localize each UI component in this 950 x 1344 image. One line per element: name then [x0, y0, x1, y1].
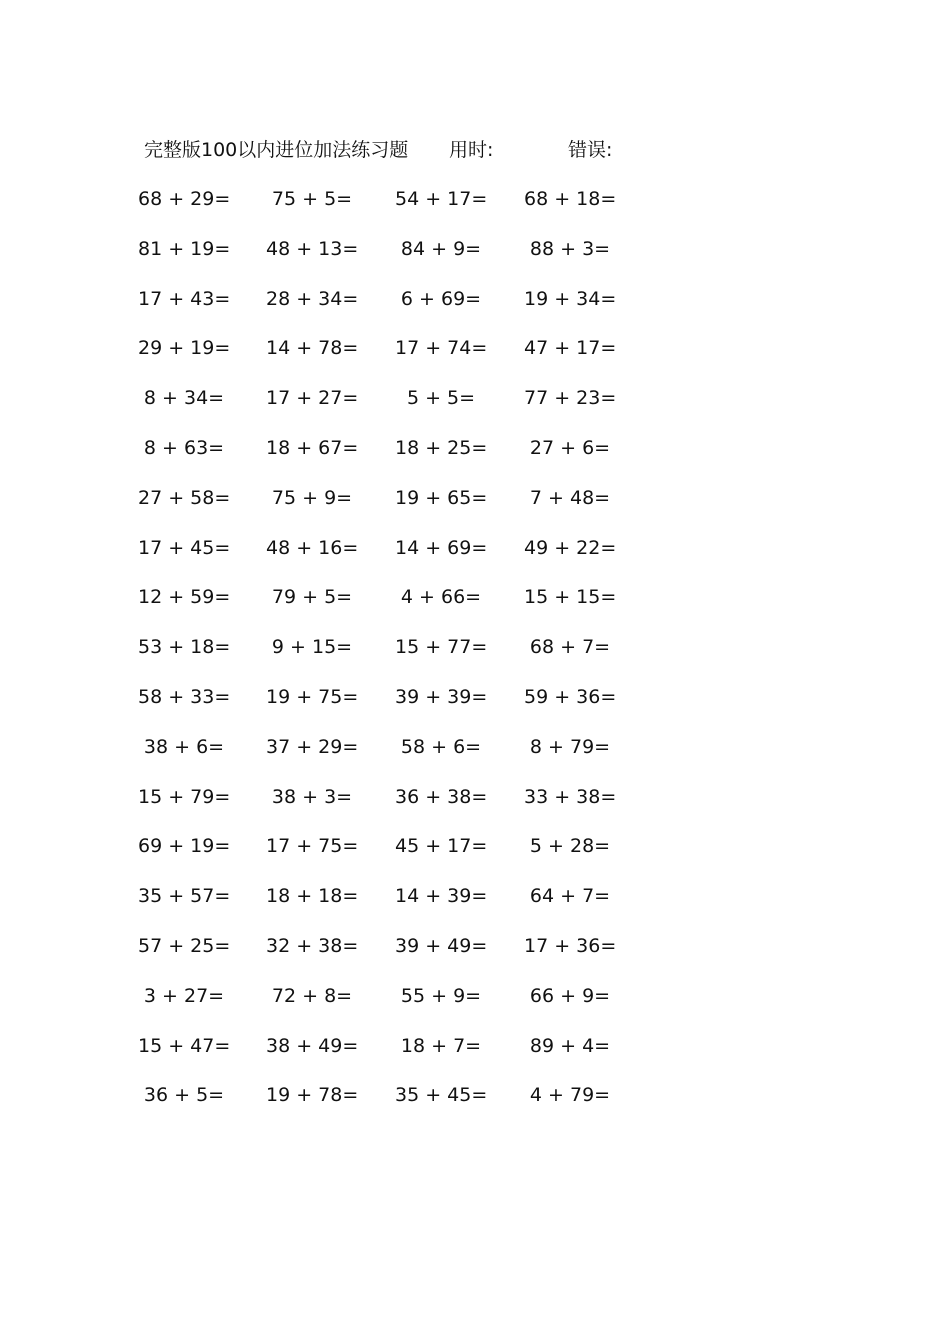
addition-problem: 53 + 18=	[138, 636, 231, 659]
addition-problem: 69 + 19=	[138, 835, 231, 858]
addition-problem: 5 + 5=	[406, 387, 476, 410]
addition-problem: 54 + 17=	[395, 188, 488, 210]
addition-problem: 75 + 9=	[271, 486, 353, 509]
addition-problem: 35 + 45=	[395, 1084, 488, 1107]
addition-problem: 48 + 16=	[266, 536, 359, 559]
problem-row	[138, 285, 638, 335]
addition-problem: 47 + 17=	[524, 337, 617, 360]
addition-problem: 8 + 79=	[529, 735, 611, 758]
addition-problem: 64 + 7=	[529, 885, 611, 908]
addition-problem: 37 + 29=	[266, 735, 359, 758]
addition-problem: 17 + 74=	[395, 337, 488, 360]
addition-problem: 17 + 43=	[138, 287, 231, 310]
addition-problem: 55 + 9=	[400, 984, 482, 1007]
addition-problem: 39 + 39=	[395, 685, 488, 708]
addition-problem: 19 + 78=	[266, 1084, 359, 1107]
addition-problem: 4 + 79=	[529, 1084, 611, 1107]
addition-problem: 49 + 22=	[524, 536, 617, 559]
addition-problem: 36 + 5=	[143, 1084, 225, 1107]
addition-problem: 38 + 6=	[143, 735, 225, 758]
addition-problem: 19 + 75=	[266, 685, 359, 708]
problem-row	[138, 1081, 638, 1131]
addition-problem: 89 + 4=	[529, 1034, 611, 1057]
addition-problem: 79 + 5=	[271, 586, 353, 609]
problem-row	[138, 185, 638, 235]
addition-problem: 36 + 38=	[395, 785, 488, 808]
addition-problem: 17 + 27=	[266, 387, 359, 410]
problem-row	[138, 235, 638, 285]
addition-problem: 9 + 15=	[271, 636, 353, 659]
addition-problem: 84 + 9=	[400, 237, 482, 260]
addition-problem: 38 + 49=	[266, 1034, 359, 1057]
addition-problem: 59 + 36=	[524, 685, 617, 708]
addition-problem: 17 + 45=	[138, 536, 231, 559]
addition-problem: 33 + 38=	[524, 785, 617, 808]
problem-row	[138, 534, 638, 584]
errors-label: 错误:	[568, 139, 613, 161]
addition-problem: 68 + 29=	[138, 188, 231, 210]
addition-problem: 45 + 17=	[395, 835, 488, 858]
addition-problem: 19 + 34=	[524, 287, 617, 310]
addition-problem: 39 + 49=	[395, 934, 488, 957]
addition-problem: 28 + 34=	[266, 287, 359, 310]
addition-problem: 58 + 6=	[400, 735, 482, 758]
addition-problem: 7 + 48=	[529, 486, 611, 509]
addition-problem: 15 + 79=	[138, 785, 231, 808]
addition-problem: 77 + 23=	[524, 387, 617, 410]
addition-problem: 29 + 19=	[138, 337, 231, 360]
addition-problem: 57 + 25=	[138, 934, 231, 957]
addition-problem: 38 + 3=	[271, 785, 353, 808]
addition-problem: 18 + 25=	[395, 436, 488, 459]
addition-problem: 5 + 28=	[529, 835, 611, 858]
addition-problem: 18 + 7=	[400, 1034, 482, 1057]
problem-row	[138, 583, 638, 633]
problem-row	[138, 832, 638, 882]
addition-problem: 15 + 77=	[395, 636, 488, 659]
problem-row	[138, 882, 638, 932]
addition-problem: 81 + 19=	[138, 237, 231, 260]
addition-problem: 35 + 57=	[138, 885, 231, 908]
problem-row	[138, 733, 638, 783]
problem-row	[138, 334, 638, 384]
addition-problem: 4 + 66=	[400, 586, 482, 609]
addition-problem: 66 + 9=	[529, 984, 611, 1007]
addition-problem: 27 + 58=	[138, 486, 231, 509]
addition-problem: 88 + 3=	[529, 237, 611, 260]
addition-problem: 72 + 8=	[271, 984, 353, 1007]
addition-problem: 58 + 33=	[138, 685, 231, 708]
problem-grid	[138, 185, 638, 1131]
addition-problem: 6 + 69=	[400, 287, 482, 310]
problem-row	[138, 932, 638, 982]
worksheet-header	[144, 136, 664, 164]
addition-problem: 15 + 15=	[524, 586, 617, 609]
addition-problem: 3 + 27=	[143, 984, 225, 1007]
problem-row	[138, 683, 638, 733]
problem-row	[138, 484, 638, 534]
addition-problem: 17 + 36=	[524, 934, 617, 957]
addition-problem: 8 + 63=	[143, 436, 225, 459]
addition-problem: 18 + 67=	[266, 436, 359, 459]
addition-problem: 17 + 75=	[266, 835, 359, 858]
addition-problem: 8 + 34=	[143, 387, 225, 410]
addition-problem: 48 + 13=	[266, 237, 359, 260]
addition-problem: 19 + 65=	[395, 486, 488, 509]
addition-problem: 27 + 6=	[529, 436, 611, 459]
addition-problem: 18 + 18=	[266, 885, 359, 908]
addition-problem: 14 + 78=	[266, 337, 359, 360]
addition-problem: 68 + 7=	[529, 636, 611, 659]
addition-problem: 12 + 59=	[138, 586, 231, 609]
problem-row	[138, 783, 638, 833]
problem-row	[138, 384, 638, 434]
addition-problem: 32 + 38=	[266, 934, 359, 957]
worksheet-title: 完整版100以内进位加法练习题	[144, 139, 409, 161]
time-label: 用时:	[449, 139, 494, 161]
addition-problem: 75 + 5=	[271, 188, 353, 210]
addition-problem: 14 + 69=	[395, 536, 488, 559]
problem-row	[138, 434, 638, 484]
addition-problem: 14 + 39=	[395, 885, 488, 908]
problem-row	[138, 1032, 638, 1082]
problem-row	[138, 982, 638, 1032]
addition-problem: 68 + 18=	[524, 188, 617, 210]
problem-row	[138, 633, 638, 683]
addition-problem: 15 + 47=	[138, 1034, 231, 1057]
